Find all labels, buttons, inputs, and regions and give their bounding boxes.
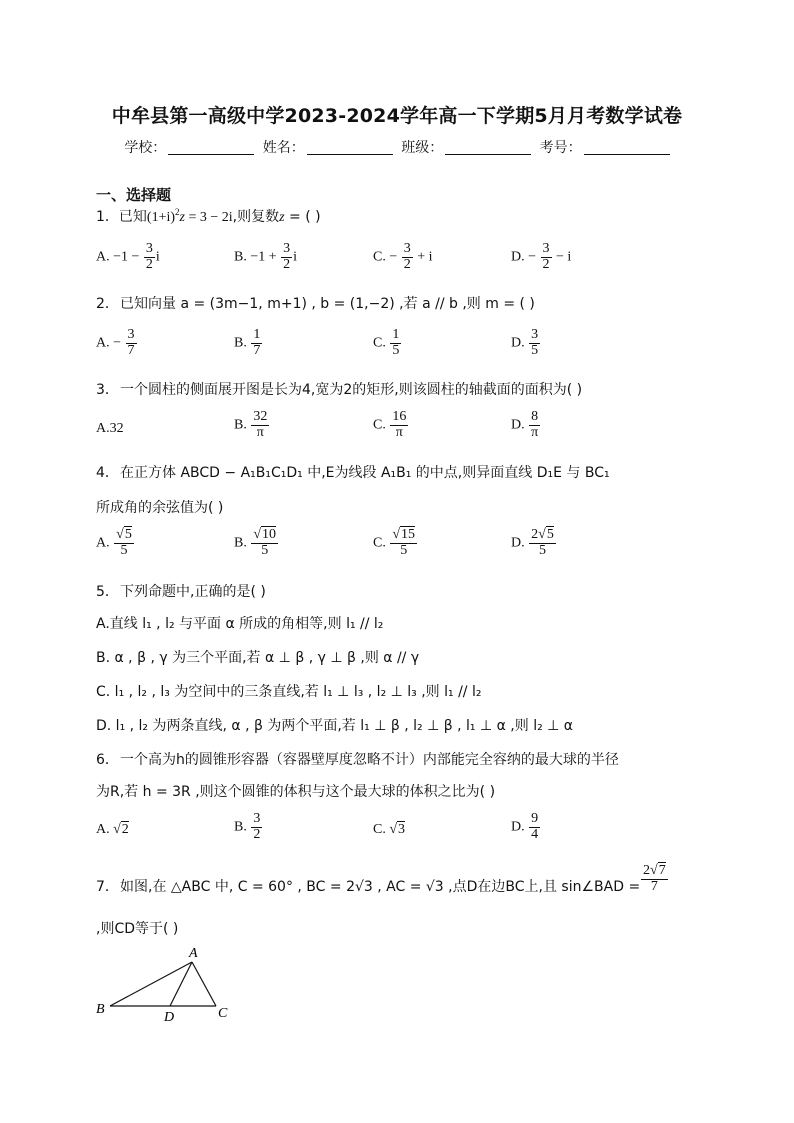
question-7-text-line2: ,则CD等于( ) [96,921,179,937]
option-5c[interactable]: C. l₁ , l₂ , l₃ 为空间中的三条直线,若 l₁ ⊥ l₃ , l₂ ⊥ l₃ ,则 l₁ // l₂ [96,684,482,700]
question-3: 3． [96,382,119,398]
school-label: 学校： [124,140,167,156]
question-7: 7． [96,879,119,895]
question-6-text-line2: 为R,若 h = 3R ,则这个圆锥的体积与这个最大球的体积之比为( ) [96,784,496,800]
question-text: ,则复数 [232,209,280,225]
option-3c[interactable]: C. $\frac{16}{\pi}$ [373,409,407,440]
question-4-text: 在正方体 ABCD − A₁B₁C₁D₁ 中,E为线段 A₁B₁ 的中点,则异面直线 D₁E 与 BC₁ [120,465,610,481]
label-d: D [164,1010,175,1025]
option-6b[interactable]: B. $\frac{3}{2}$ [234,811,261,842]
question-7-text: 如图,在 △ABC 中, C = 60° , BC = 2√3 , AC = √3 ,点D在边BC上,且 sin∠BAD = [120,879,641,895]
question-2: 2． [96,296,119,312]
class-label: 班级： [401,140,444,156]
section-title: 一、选择题 [96,186,172,204]
exam-number-blank[interactable] [584,140,670,155]
option-5d[interactable]: D. l₁ , l₂ 为两条直线, α , β 为两个平面,若 l₁ ⊥ β , l₂ ⊥ β , l₁ ⊥ α ,则 l₂ ⊥ α [96,718,574,734]
option-2b[interactable]: B. $\frac{1}{7}$ [234,327,261,358]
question-2-text: 已知向量 a = (3m−1, m+1) , b = (1,−2) ,若 a // b ,则 m = ( ) [120,296,535,312]
option-1c[interactable]: C. − $\frac{3}{2}$ + i [373,241,433,272]
option-2c[interactable]: C. $\frac{1}{5}$ [373,327,400,358]
question-1: 1．已知$(1+i)^2z = 3 - 2i$,则复数z = ( ) [96,207,321,225]
option-4c[interactable]: C. $\frac{√15}{5}$ [373,527,416,558]
question-text: = ( ) [284,209,321,225]
question-6: 6． [96,752,119,768]
label-b: B [96,1002,105,1017]
side-ab [110,962,192,1006]
question-text: 已知 [118,209,147,225]
option-3d[interactable]: D. $\frac{8}{\pi}$ [511,409,539,440]
option-2d[interactable]: D. $\frac{3}{5}$ [511,327,539,358]
name-blank[interactable] [307,140,393,155]
question-var: z [279,210,285,225]
side-ac [192,962,216,1006]
question-6-text: 一个高为h的圆锥形容器（容器壁厚度忽略不计）内部能完全容纳的最大球的半径 [120,752,619,768]
exam-number-field [540,137,670,157]
label-a: A [189,946,198,961]
question-7-fraction: $\frac{2√7}{7}$ [643,863,666,894]
label-c: C [218,1006,228,1021]
name-label: 姓名： [262,140,305,156]
page-title: 中牟县第一高级中学2023-2024学年高一下学期5月月考数学试卷 [111,105,683,127]
exam-number-label: 考号： [539,140,582,156]
option-5b[interactable]: B. α , β , γ 为三个平面,若 α ⊥ β , γ ⊥ β ,则 α // γ [96,650,420,666]
question-5-text: 下列命题中,正确的是( ) [120,584,266,600]
option-5a[interactable]: A.直线 l₁ , l₂ 与平面 α 所成的角相等,则 l₁ // l₂ [96,616,384,632]
class-blank[interactable] [445,140,531,155]
option-4a[interactable]: A. $\frac{√5}{5}$ [96,527,132,558]
triangle-figure [92,940,242,1025]
option-4d[interactable]: D. $\frac{2√5}{5}$ [511,527,554,558]
question-4-text-line2: 所成角的余弦值为( ) [96,500,224,516]
school-field [124,137,254,157]
option-1b[interactable]: B. −1 + $\frac{3}{2}$ i [234,241,298,272]
option-1a[interactable]: A. −1 − $\frac{3}{2}$ i [96,241,160,272]
class-field [401,137,531,157]
question-3-text: 一个圆柱的侧面展开图是长为4,宽为2的矩形,则该圆柱的轴截面的面积为( ) [120,382,583,398]
option-1d[interactable]: D. − $\frac{3}{2}$ − i [511,241,572,272]
question-number: 1． [96,209,119,225]
option-6d[interactable]: D. $\frac{9}{4}$ [511,811,539,842]
question-5: 5． [96,584,119,600]
option-2a[interactable]: A. − $\frac{3}{7}$ [96,327,135,358]
option-4b[interactable]: B. $\frac{√10}{5}$ [234,527,277,558]
option-6a[interactable]: A. √2 [96,822,129,837]
segment-ad [170,962,192,1006]
student-info-line [0,137,794,157]
question-4: 4． [96,465,119,481]
school-blank[interactable] [168,140,254,155]
option-6c[interactable]: C. √3 [373,822,406,837]
option-3b[interactable]: B. $\frac{32}{\pi}$ [234,409,268,440]
name-field [263,137,393,157]
option-3a[interactable]: A.32 [96,421,124,436]
